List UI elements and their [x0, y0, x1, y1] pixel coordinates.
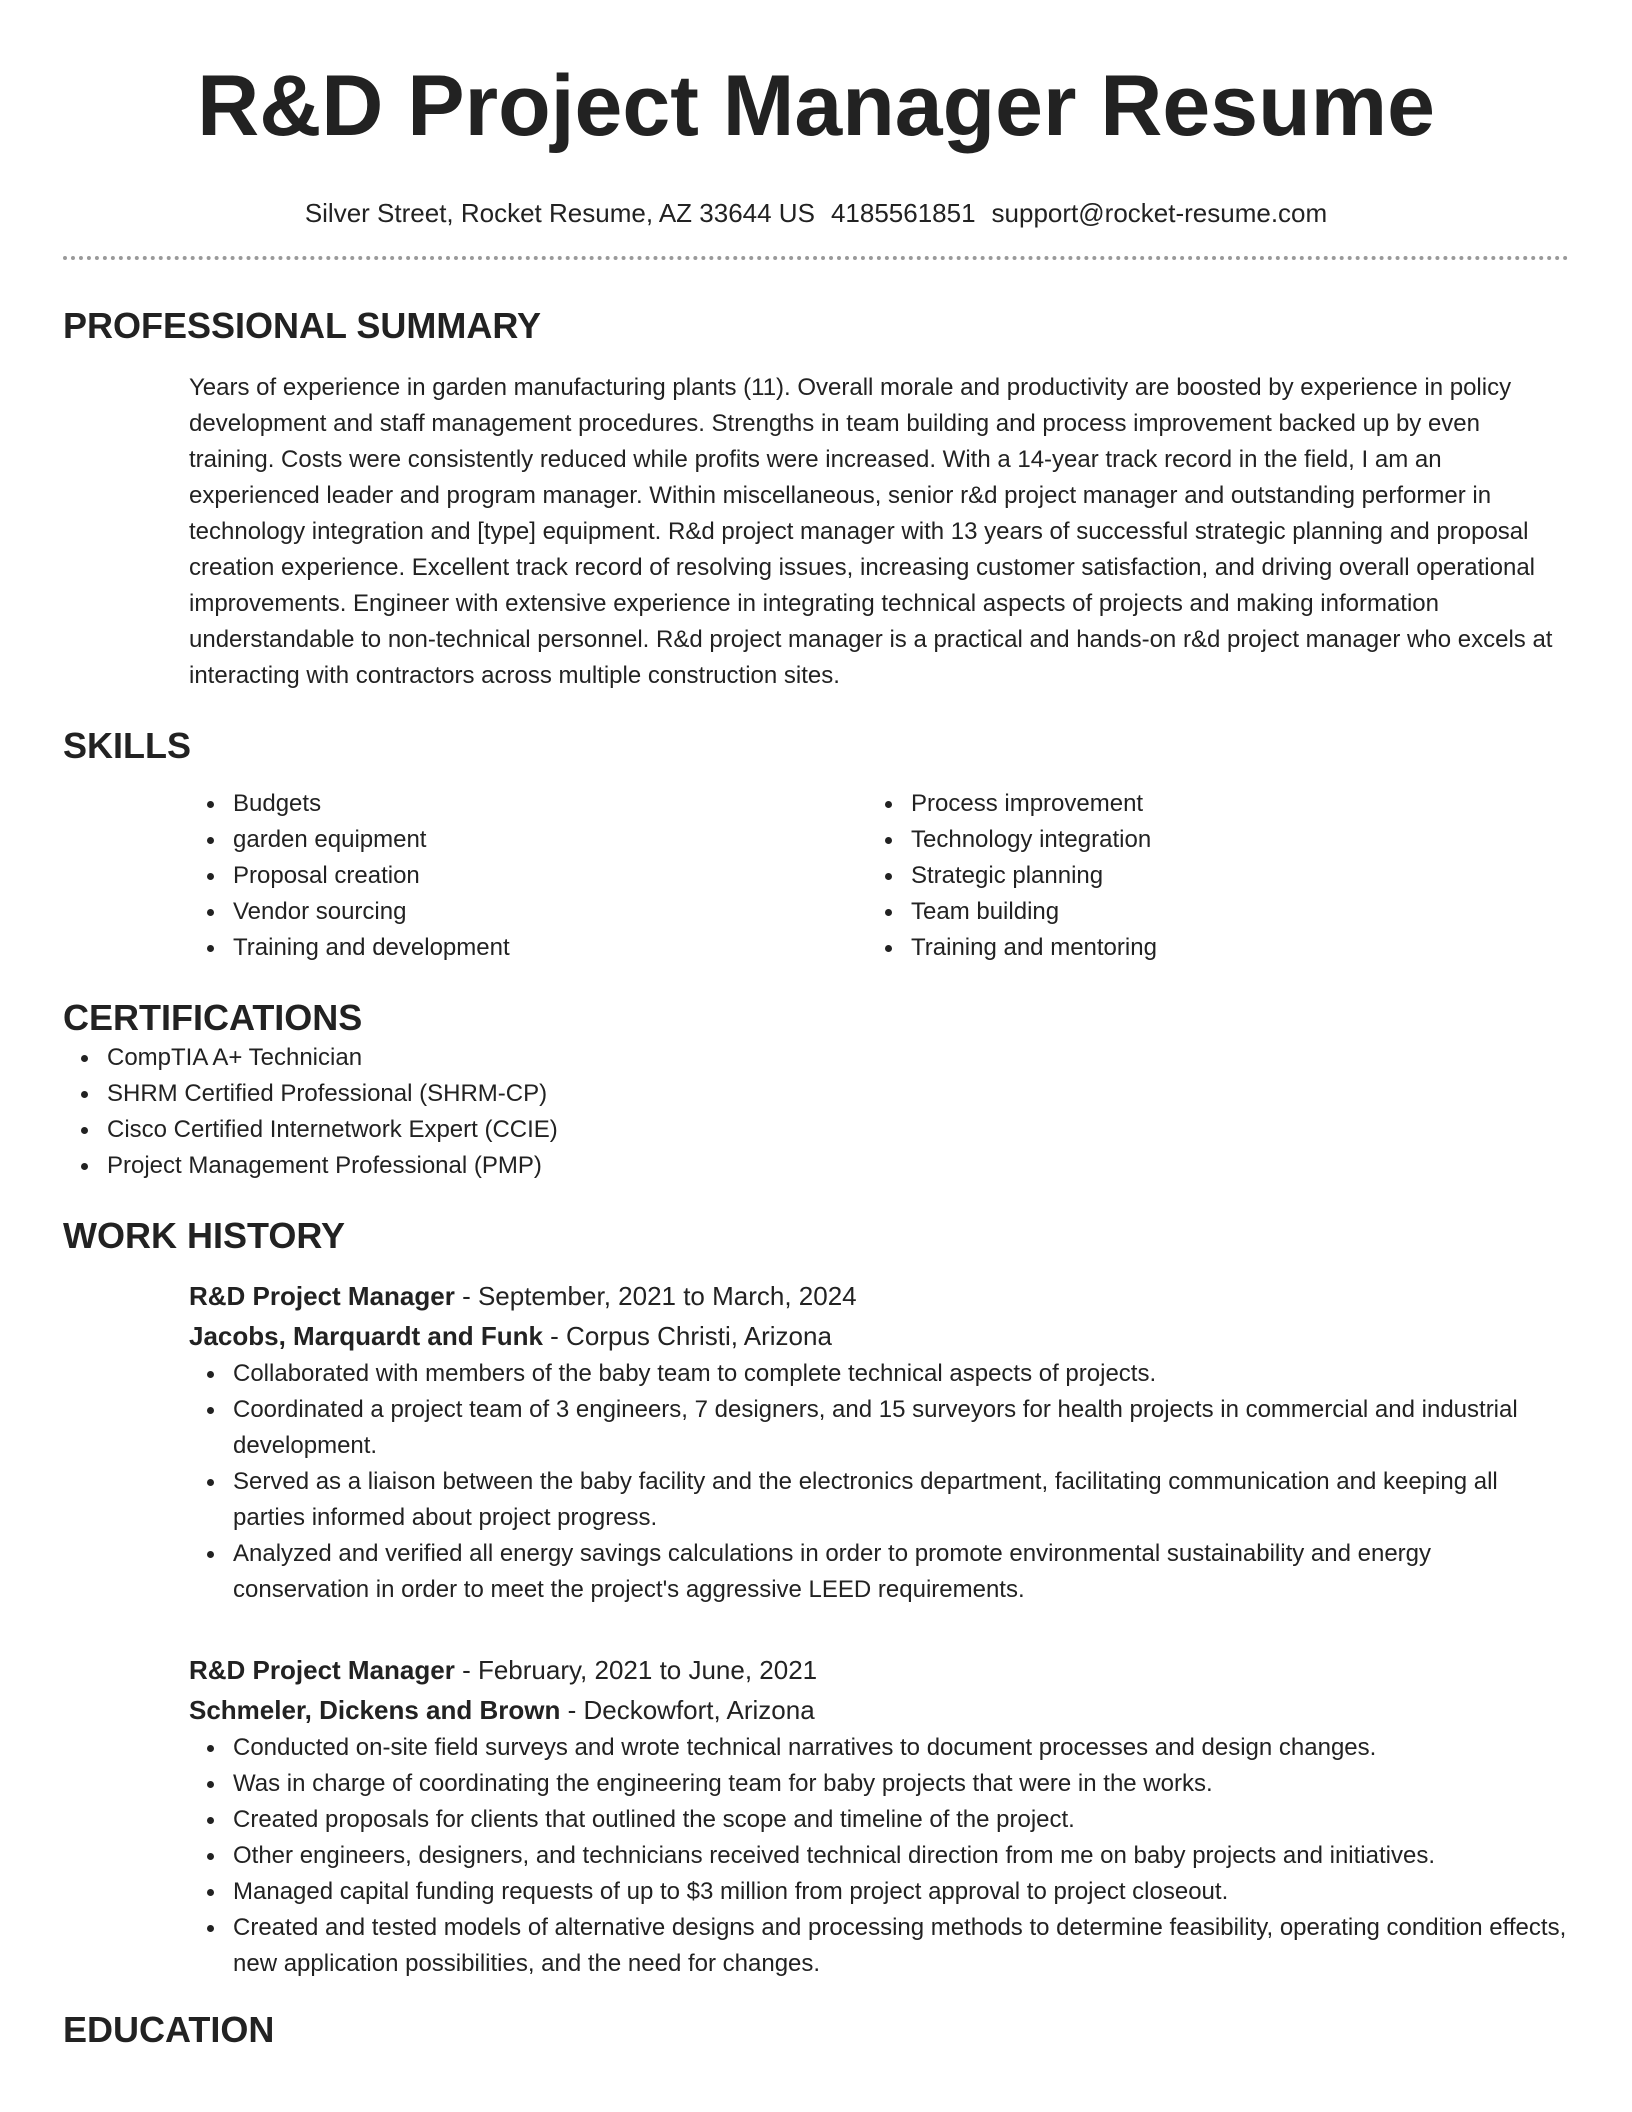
certifications-section	[63, 996, 1569, 1184]
skill-item: Vendor sourcing	[233, 894, 867, 930]
contact-phone: 4185561851	[830, 198, 976, 228]
job-entry	[189, 1276, 1569, 1608]
job-bullet: Conducted on-site field surveys and wrote technical narratives to document processes and design changes.	[233, 1730, 1569, 1766]
skill-item: Proposal creation	[233, 858, 867, 894]
summary-heading: PROFESSIONAL SUMMARY	[63, 305, 542, 346]
resume-title: R&D Project Manager Resume	[197, 58, 1435, 154]
skill-item: Team building	[911, 894, 1545, 930]
job-title: R&D Project Manager	[189, 1281, 455, 1311]
job-title: R&D Project Manager	[189, 1655, 455, 1685]
certification-item: Cisco Certified Internetwork Expert (CCIE)	[107, 1112, 1569, 1148]
job-dates: - February, 2021 to June, 2021	[454, 1655, 818, 1685]
certifications-heading: CERTIFICATIONS	[63, 997, 363, 1038]
job-company: Jacobs, Marquardt and Funk	[189, 1321, 543, 1351]
job-company-line	[189, 1690, 1569, 1730]
summary-section	[63, 304, 1569, 694]
summary-text: Years of experience in garden manufacturing plants (11). Overall morale and productivity are boosted by experience in policy development and staff management procedures. Strengths in team building and process improvement backed up by even training. Costs were consistently reduced while profits were increased. With a 14-year track record in the field, I am an experienced leader and program manager. Within miscellaneous, senior r&d project manager and outstanding performer in technology integration and [type] equipment. R&d project manager with 13 years of successful strategic planning and proposal creation experience. Excellent track record of resolving issues, increasing customer satisfaction, and driving overall operational improvements. Engineer with extensive experience in integrating technical aspects of projects and making information understandable to non-technical personnel. R&d project manager is a practical and hands-on r&d project manager who excels at interacting with contractors across multiple construction sites.	[189, 374, 1553, 689]
job-bullet: Managed capital funding requests of up to $3 million from project approval to project closeout.	[233, 1874, 1569, 1910]
education-section	[63, 2008, 1569, 2052]
job-bullet: Other engineers, designers, and technicians received technical direction from me on baby projects and initiatives.	[233, 1838, 1569, 1874]
header-divider	[63, 256, 1569, 260]
work-history-heading: WORK HISTORY	[63, 1215, 346, 1256]
certification-item: Project Management Professional (PMP)	[107, 1148, 1569, 1184]
certification-item: SHRM Certified Professional (SHRM-CP)	[107, 1076, 1569, 1112]
work-history-section	[63, 1214, 1569, 1982]
certifications-list	[63, 1040, 1569, 1184]
job-bullet: Created proposals for clients that outlined the scope and timeline of the project.	[233, 1802, 1569, 1838]
job-bullet: Created and tested models of alternative designs and processing methods to determine feasibility, operating condition effects, new application possibilities, and the need for changes.	[233, 1910, 1569, 1982]
job-bullet: Served as a liaison between the baby facility and the electronics department, facilitating communication and keeping all parties informed about project progress.	[233, 1464, 1569, 1536]
job-company: Schmeler, Dickens and Brown	[189, 1695, 561, 1725]
job-location: - Deckowfort, Arizona	[560, 1695, 815, 1725]
skills-section	[63, 724, 1569, 966]
skills-list-right	[867, 786, 1545, 966]
job-bullets	[189, 1356, 1569, 1608]
skills-column-right	[867, 786, 1545, 966]
job-company-line	[189, 1316, 1569, 1356]
contact-line	[63, 196, 1569, 230]
job-entry	[189, 1650, 1569, 1982]
education-heading: EDUCATION	[63, 2009, 275, 2050]
skills-columns	[189, 786, 1569, 966]
skill-item: Training and mentoring	[911, 930, 1545, 966]
job-dates: - September, 2021 to March, 2024	[454, 1281, 857, 1311]
skill-item: Process improvement	[911, 786, 1545, 822]
job-title-line	[189, 1650, 1569, 1690]
skills-column-left	[189, 786, 867, 966]
skills-heading: SKILLS	[63, 725, 192, 766]
job-bullets	[189, 1730, 1569, 1982]
contact-address: Silver Street, Rocket Resume, AZ 33644 US	[304, 198, 815, 228]
skills-list-left	[189, 786, 867, 966]
job-bullet: Collaborated with members of the baby team to complete technical aspects of projects.	[233, 1356, 1569, 1392]
job-title-line	[189, 1276, 1569, 1316]
skill-item: Technology integration	[911, 822, 1545, 858]
skill-item: Training and development	[233, 930, 867, 966]
job-bullet: Was in charge of coordinating the engineering team for baby projects that were in the works.	[233, 1766, 1569, 1802]
certification-item: CompTIA A+ Technician	[107, 1040, 1569, 1076]
job-bullet: Analyzed and verified all energy savings calculations in order to promote environmental sustainability and energy conservation in order to meet the project's aggressive LEED requirements.	[233, 1536, 1569, 1608]
contact-email: support@rocket-resume.com	[991, 198, 1328, 228]
job-location: - Corpus Christi, Arizona	[542, 1321, 832, 1351]
skill-item: Budgets	[233, 786, 867, 822]
skill-item: garden equipment	[233, 822, 867, 858]
skill-item: Strategic planning	[911, 858, 1545, 894]
job-bullet: Coordinated a project team of 3 engineers, 7 designers, and 15 surveyors for health projects in commercial and industrial development.	[233, 1392, 1569, 1464]
